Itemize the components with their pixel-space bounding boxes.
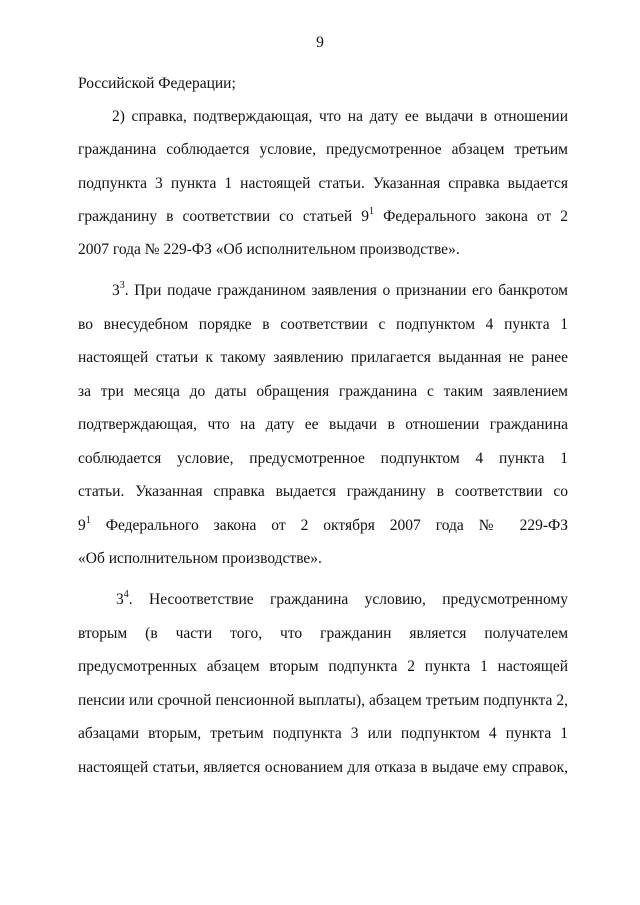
text-line: 2) справка, подтверждающая, что на дату ее выдачи в отношении: [112, 108, 568, 125]
text-line: статьи. Указанная справка выдается гражданину в соответствии со: [78, 483, 568, 500]
text-line: соблюдается условие, предусмотренное подпунктом 4 пункта 1: [78, 450, 568, 467]
superscript: 4: [123, 590, 129, 600]
page-number: 9: [316, 34, 324, 51]
text-line: Российской Федерации;: [78, 75, 236, 92]
text-line: 2007 года № 229-ФЗ «Об исполнительном производстве».: [78, 241, 460, 258]
text-line: подтверждающая, что на дату ее выдачи в отношении гражданина: [78, 416, 568, 433]
text-line: предусмотренных абзацем вторым подпункта 2 пункта 1 настоящей: [78, 658, 568, 675]
text-line: «Об исполнительном производстве».: [78, 550, 322, 567]
text-line: подпункта 3 пункта 1 настоящей статьи. Указанная справка выдается: [78, 175, 568, 192]
text-line: гражданина соблюдается условие, предусмотренное абзацем третьим: [78, 141, 568, 158]
text-line: вторым (в части того, что гражданин является получателем: [78, 625, 568, 642]
text-line: во внесудебном порядке в соответствии с подпунктом 4 пункта 1: [78, 316, 568, 333]
superscript: 1: [369, 207, 375, 217]
text-line: за три месяца до даты обращения гражданина с таким заявлением: [78, 383, 568, 400]
text-line: $9^1$ Федерального закона от 2 октября 2007 года № 229-ФЗ: [78, 516, 568, 534]
superscript: 1: [85, 516, 91, 526]
text-line: $3^3$. При подаче гражданином заявления о признании его банкротом: [112, 281, 568, 299]
text-line: гражданину в соответствии со статьей $9^1$ Федерального закона от 2: [78, 207, 568, 225]
superscript: 3: [119, 281, 125, 291]
text-line: настоящей статьи к такому заявлению прилагается выданная не ранее: [78, 349, 568, 366]
text-line: настоящей статьи, является основанием для отказа в выдаче ему справок,: [78, 759, 568, 776]
text-line: пенсии или срочной пенсионной выплаты), абзацем третьим подпункта 2,: [78, 692, 568, 709]
text-line: $3^4$. Несоответствие гражданина условию, предусмотренному: [116, 590, 568, 608]
text-line: абзацами вторым, третьим подпункта 3 или подпунктом 4 пункта 1: [78, 725, 568, 742]
